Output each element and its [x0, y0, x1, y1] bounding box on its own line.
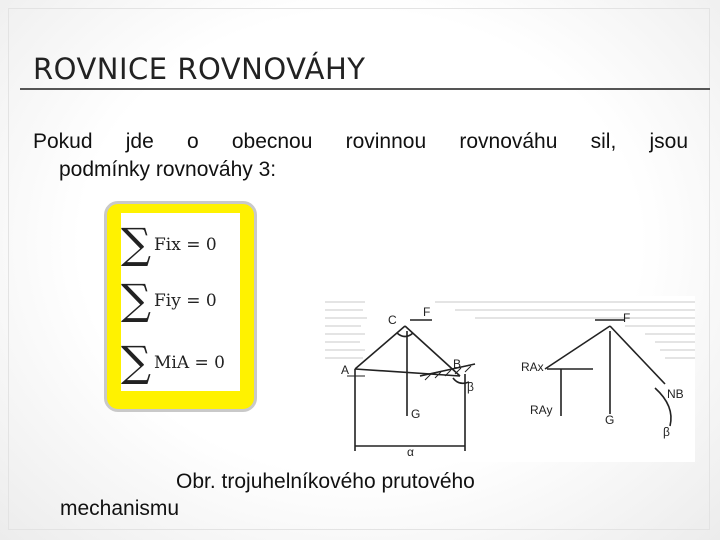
background-text-lines: [325, 302, 695, 358]
label-G-right: G: [605, 413, 615, 427]
equilibrium-equations-box: [104, 201, 257, 412]
right-truss: [545, 320, 671, 426]
label-G-left: G: [411, 407, 421, 421]
mechanism-diagram: [325, 296, 695, 462]
label-F-right: F: [623, 311, 631, 325]
sigma-symbol: ∑: [121, 275, 151, 324]
sigma-symbol: ∑: [121, 337, 151, 386]
equation-expression: Fiy = 0: [154, 291, 217, 311]
body-text-line-1: Pokud jde o obecnou rovinnou rovnováhu sil, jsou: [33, 130, 688, 153]
page-title: ROVNICE ROVNOVÁHY: [33, 52, 366, 86]
equation-expression: Fix = 0: [154, 235, 217, 255]
label-beta-left: β: [467, 380, 474, 394]
label-F-left: F: [423, 305, 431, 319]
sigma-symbol: ∑: [121, 219, 151, 268]
mechanism-figure: [325, 296, 695, 462]
label-C: C: [388, 313, 397, 327]
title-divider: [20, 88, 710, 90]
label-RAy: RAy: [530, 403, 553, 417]
equations-panel: [121, 213, 240, 391]
label-NB: NB: [667, 387, 684, 401]
figure-caption-line-2: mechanismu: [60, 497, 180, 520]
equation-expression: MiA = 0: [154, 353, 225, 373]
label-A: A: [341, 363, 350, 377]
body-text-line-2: podmínky rovnováhy 3:: [59, 158, 277, 181]
left-truss: [355, 320, 475, 451]
label-beta-right: β: [663, 425, 670, 439]
label-B: B: [453, 357, 462, 371]
label-RAx: RAx: [521, 360, 544, 374]
body-paragraph: [33, 128, 688, 184]
figure-caption-line-1: Obr. trojuhelníkového prutového: [176, 470, 475, 493]
label-alpha: α: [407, 445, 414, 459]
